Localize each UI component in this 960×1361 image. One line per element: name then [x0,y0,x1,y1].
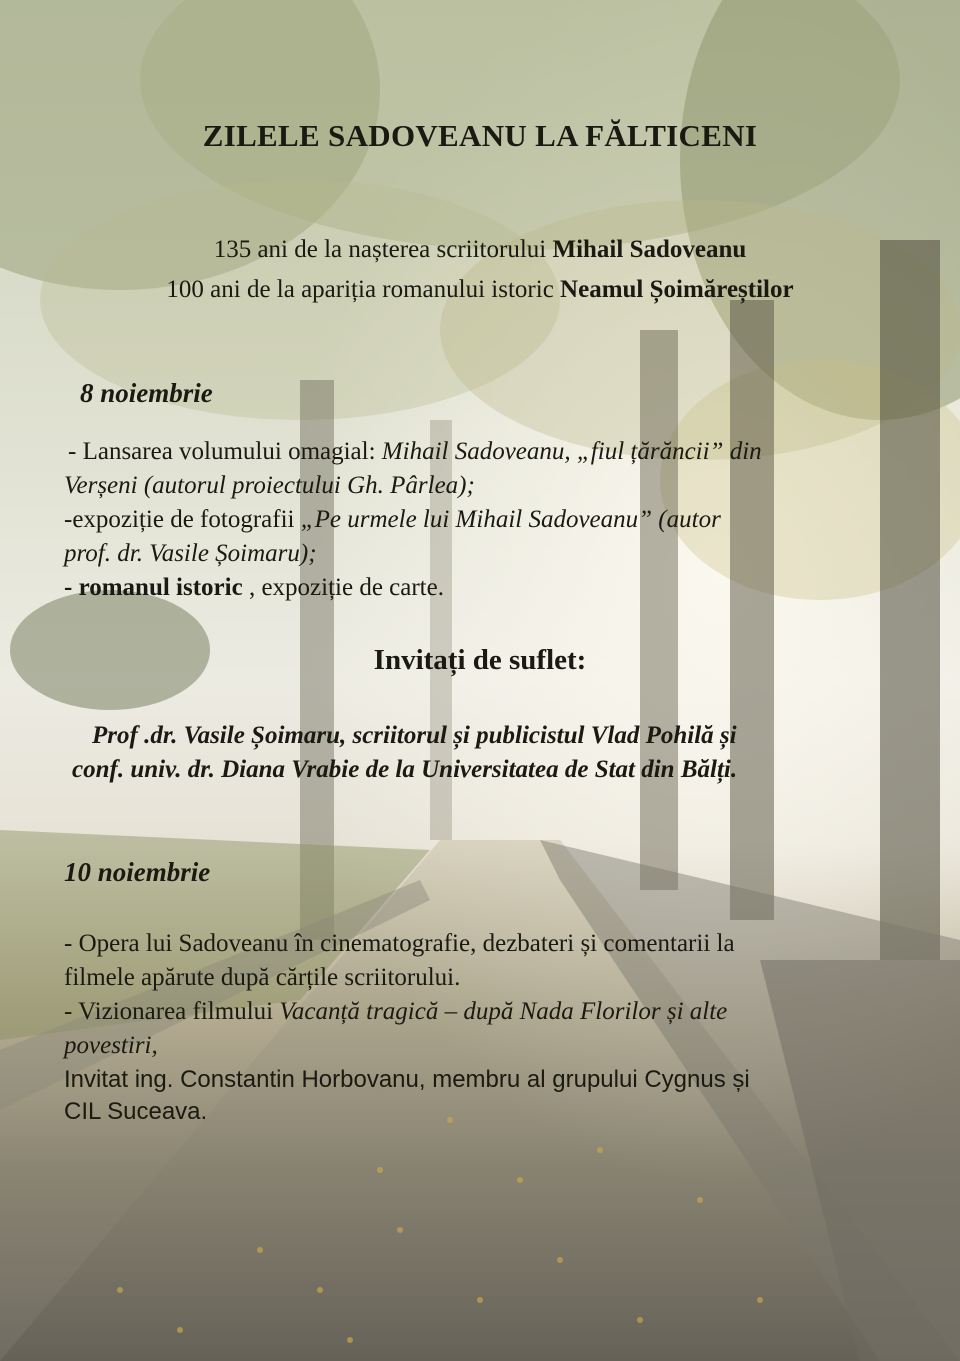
day1-item2 [64,506,721,534]
guests-line-1: Prof .dr. Vasile Șoimaru, scriitorul și publicistul Vlad Pohilă și [92,722,737,749]
day1-item1 [68,438,762,466]
subtitle-2-text: 100 ani de la apariția romanului istoric [166,276,561,303]
day2-item2-text: - Vizionarea filmului [64,998,280,1025]
day2-item2-italic: Vacanță tragică – după Nada Florilor și alte [279,998,728,1025]
guests-line-2: conf. univ. dr. Diana Vrabie de la Universitatea de Stat din Bălți. [72,756,738,783]
day1-item2-italic: „Pe urmele lui Mihail Sadoveanu” (autor [300,506,721,533]
day2-date: 10 noiembrie [64,857,211,887]
day1-item3-text: , expoziție de carte. [242,574,444,601]
subtitle-1-name: Mihail Sadoveanu [552,236,747,263]
day2-item1-line1: - Opera lui Sadoveanu în cinematografie, dezbateri și comentarii la [64,930,735,957]
subtitle-2-name: Neamul Șoimăreștilor [560,276,794,303]
day2-item2 [64,998,727,1026]
day2-item1-line2: filmele apărute după cărțile scriitorului. [64,964,461,991]
day1-item1-cont: Verșeni (autorul proiectului Gh. Pârlea); [64,472,475,499]
page-title: ZILELE SADOVEANU LA FĂLTICENI [202,118,758,153]
guests-heading: Invitați de suflet: [373,644,587,676]
subtitle-1-text: 135 ani de la nașterea scriitorului [213,236,553,263]
day1-item3-bold: - romanul istoric [64,574,243,601]
day1-item2-text: -expoziție de fotografii [64,506,301,533]
day1-date: 8 noiembrie [80,378,213,408]
day1-item2-cont: prof. dr. Vasile Șoimaru); [64,540,317,567]
day1-item3 [64,574,444,602]
day2-item3-line2: CIL Suceava. [64,1098,208,1125]
subtitle-line-2 [0,276,960,304]
day2-item3-line1: Invitat ing. Constantin Horbovanu, membru al grupului Cygnus și [64,1066,750,1093]
subtitle-line-1 [0,236,960,264]
day2-item2-cont: povestiri, [64,1032,158,1059]
day1-item1-text: - Lansarea volumului omagial: [68,438,382,465]
day1-item1-italic: Mihail Sadoveanu, „fiul țărăncii” din [381,438,762,465]
